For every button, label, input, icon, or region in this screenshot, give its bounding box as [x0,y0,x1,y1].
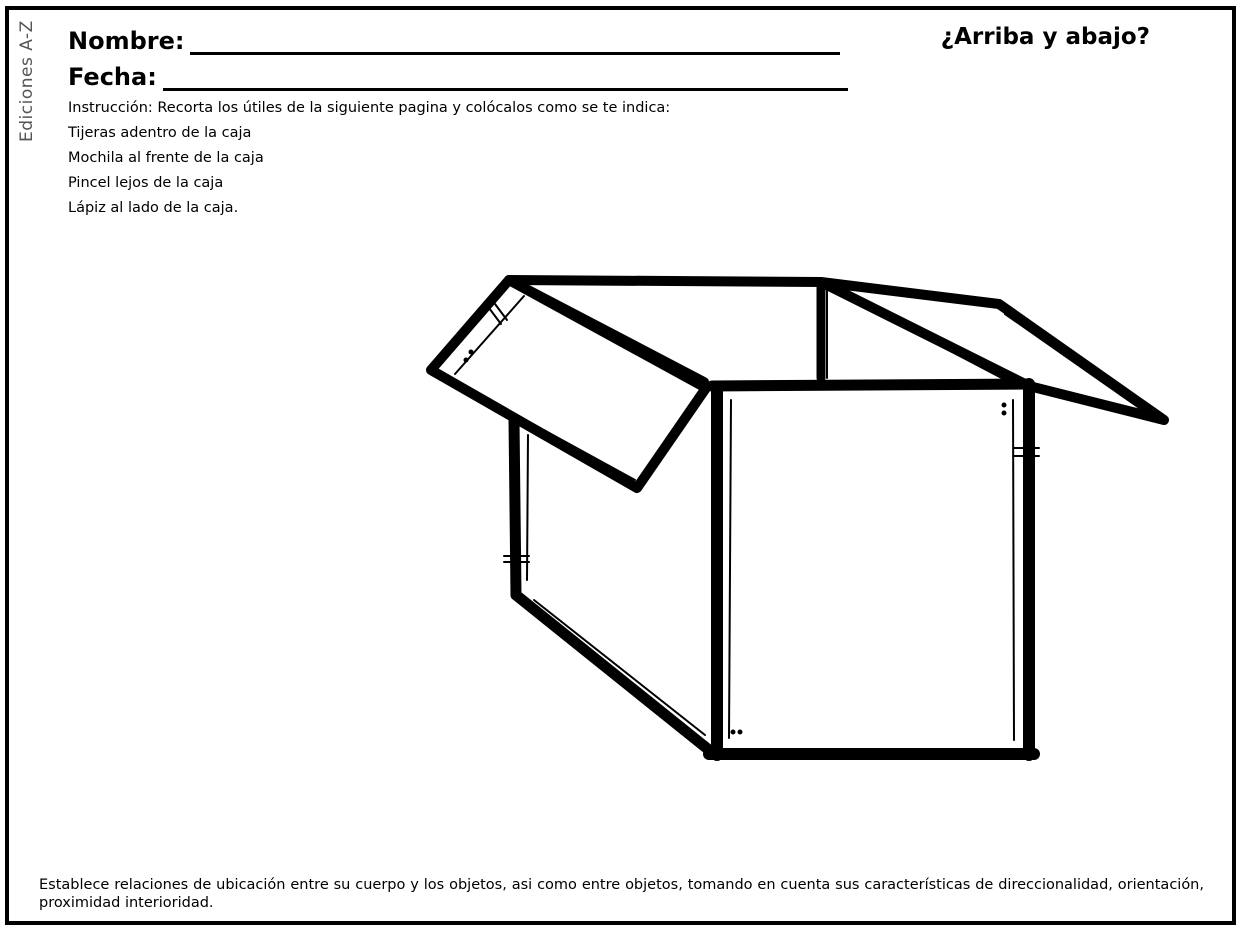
open-box-illustration [409,260,1189,780]
name-line[interactable] [190,24,840,55]
instruction-item: Tijeras adentro de la caja [68,125,252,141]
date-field [68,60,848,91]
publisher-label: Ediciones A-Z [17,20,37,142]
instruction-item: Mochila al frente de la caja [68,150,264,166]
instruction-item: Lápiz al lado de la caja. [68,200,239,216]
name-field [68,24,840,55]
instructions-block [68,96,670,221]
instruction-item: Pincel lejos de la caja [68,175,224,191]
name-label: Nombre: [68,27,185,55]
learning-objective: Establece relaciones de ubicación entre su cuerpo y los objetos, asi como entre objetos, tomando en cuenta sus características de direccionalidad, orientación, proximidad interioridad. [39,877,1204,911]
page-title: ¿Arriba y abajo? [940,24,1150,50]
date-line[interactable] [163,60,848,91]
worksheet [5,6,1236,925]
instruction-heading: Instrucción: Recorta los útiles de la siguiente pagina y colócalos como se te indica: [68,100,671,116]
date-label: Fecha: [68,63,157,91]
